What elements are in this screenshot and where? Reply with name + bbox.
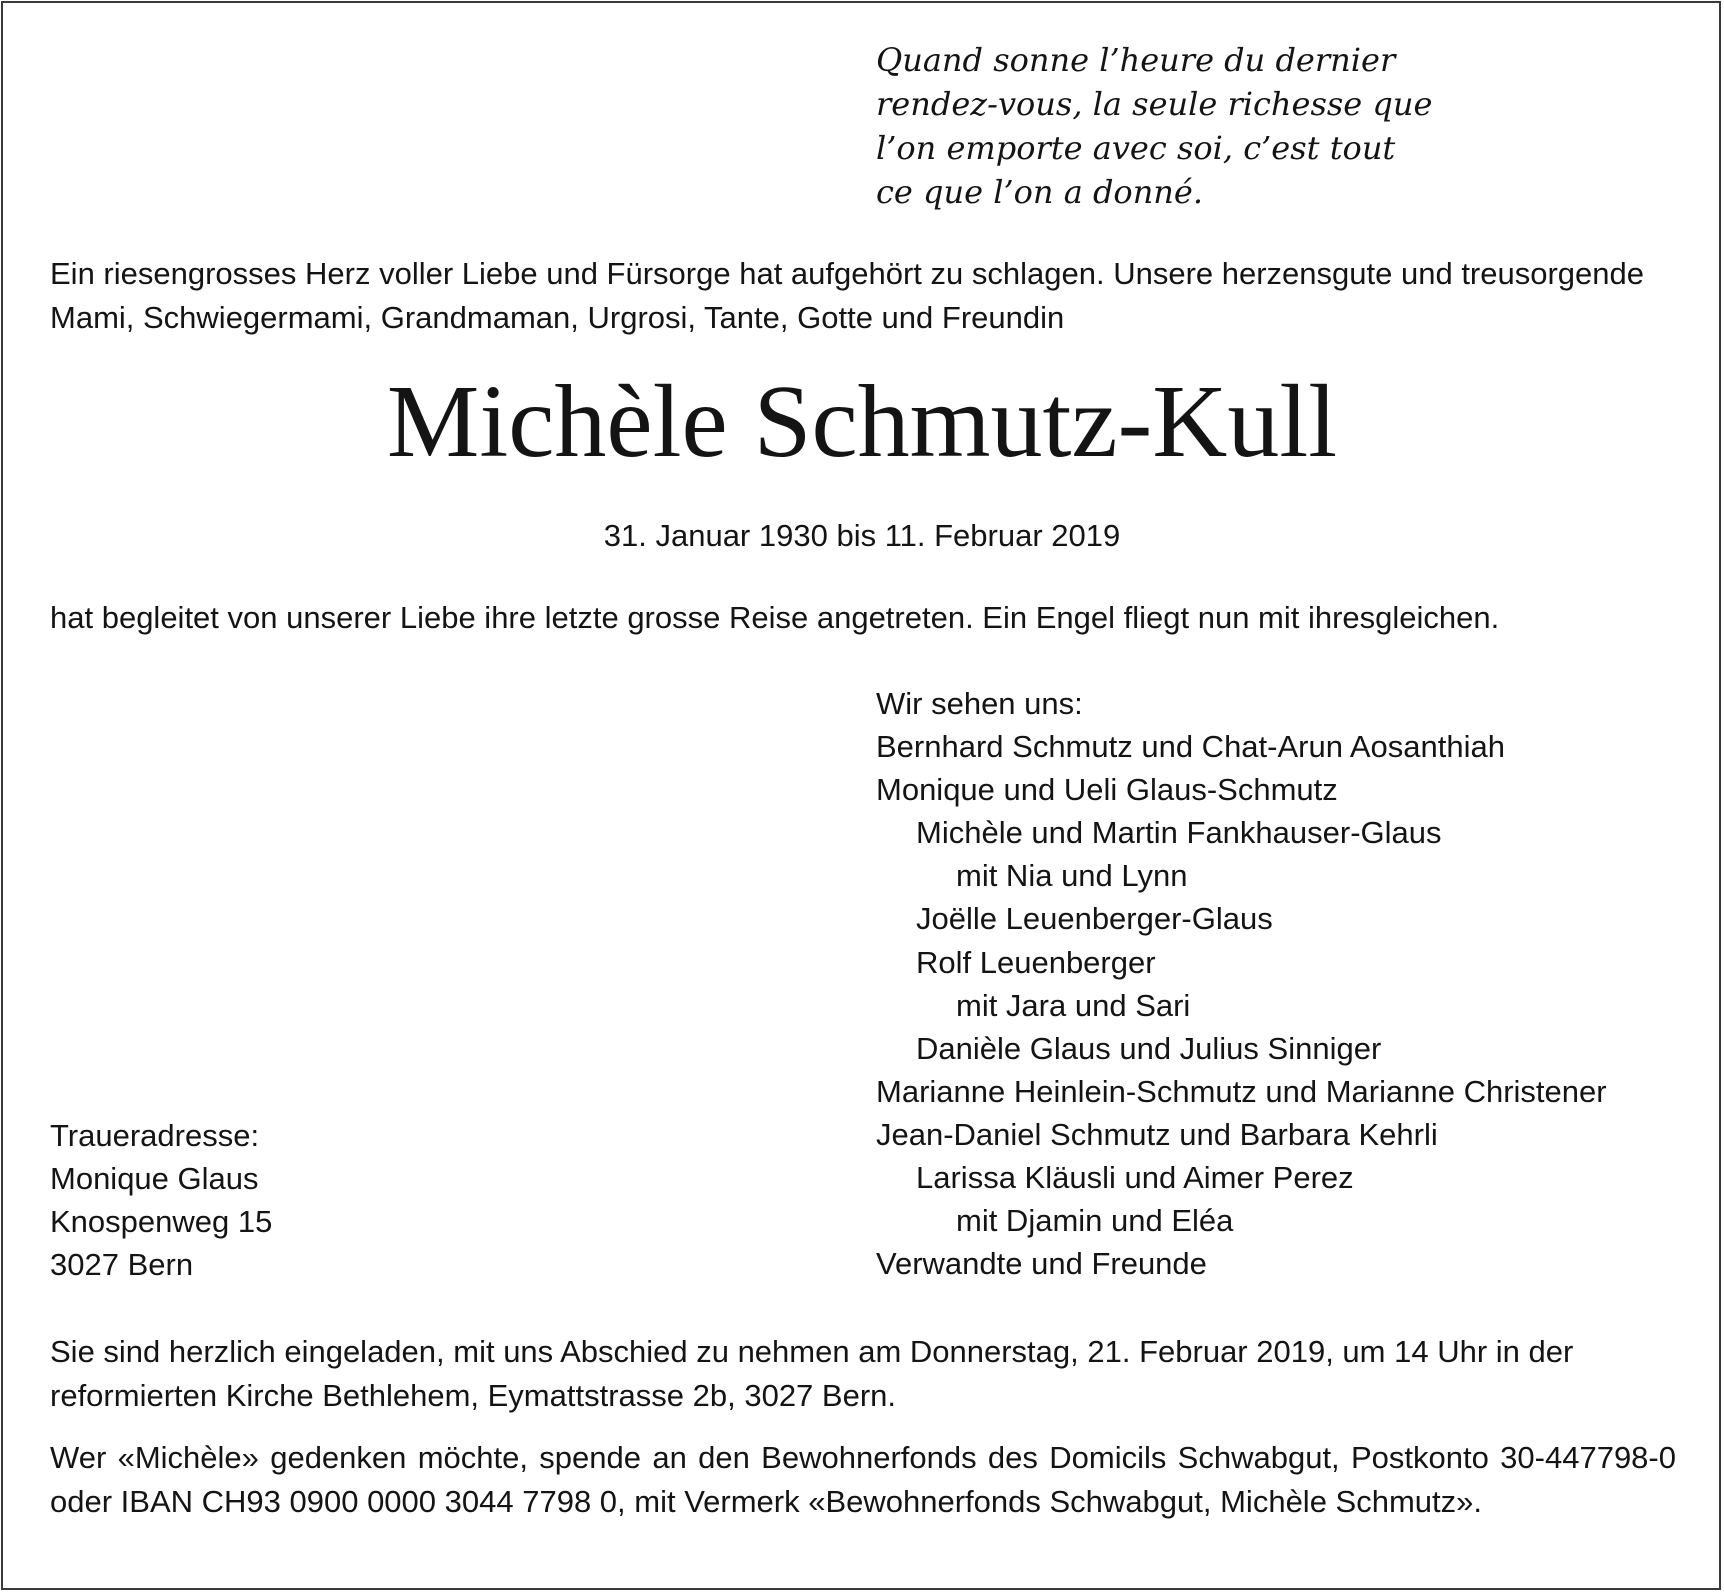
intro-paragraph: Ein riesengrosses Herz voller Liebe und Fürsorge hat aufgehört zu schlagen. Unsere herzensgute und treusorgende Mami, Schwiegermami, Grandmaman, Urgrosi, Tante, Gotte und Freundin xyxy=(50,256,1645,335)
mourner-line: mit Djamin und Eléa xyxy=(956,1203,1234,1239)
mourner-line: Larissa Kläusli und Aimer Perez xyxy=(916,1160,1354,1196)
mourner-line: Bernhard Schmutz und Chat-Arun Aosanthiah xyxy=(876,729,1505,765)
quote-line: rendez-vous, la seule richesse que xyxy=(876,85,1433,123)
life-dates: 31. Januar 1930 bis 11. Februar 2019 xyxy=(603,518,1121,553)
invitation-paragraph: Sie sind herzlich eingeladen, mit uns Abschied zu nehmen am Donnerstag, 21. Februar 2019, um 14 Uhr in der reformierten Kirche Bethlehem, Eymattstrasse 2b, 3027 Bern. xyxy=(50,1334,1574,1413)
mourner-line: Monique und Ueli Glaus-Schmutz xyxy=(876,772,1338,808)
mourner-line: mit Nia und Lynn xyxy=(956,858,1188,894)
journey-paragraph: hat begleitet von unserer Liebe ihre letzte grosse Reise angetreten. Ein Engel fliegt nun mit ihresgleichen. xyxy=(50,600,1500,635)
epigraph-quote xyxy=(876,38,1432,214)
mourner-line: Rolf Leuenberger xyxy=(916,944,1156,980)
mourner-line: Verwandte und Freunde xyxy=(876,1246,1207,1282)
donation-paragraph: Wer «Michèle» gedenken möchte, spende an den Bewohnerfonds des Domicils Schwabgut, Postkonto 30-447798-0 oder IBAN CH93 0900 0000 3044 7798 0, mit Vermerk «Bewohnerfonds Schwabgut, Michèle Schmutz». xyxy=(50,1440,1676,1519)
mourner-line: Danièle Glaus und Julius Sinniger xyxy=(916,1030,1382,1066)
address-city: 3027 Bern xyxy=(50,1247,194,1282)
address-name: Monique Glaus xyxy=(50,1161,259,1196)
quote-line: Quand sonne l’heure du dernier xyxy=(876,41,1396,79)
mourner-line: Joëlle Leuenberger-Glaus xyxy=(916,901,1273,937)
address-street: Knospenweg 15 xyxy=(50,1204,273,1239)
mourner-line: Marianne Heinlein-Schmutz und Marianne Christener xyxy=(876,1073,1607,1109)
quote-line: l’on emporte avec soi, c’est tout xyxy=(876,129,1396,167)
deceased-name: Michèle Schmutz-Kull xyxy=(386,364,1338,479)
quote-line: ce que l’on a donné. xyxy=(876,173,1204,211)
mourner-line: Michèle und Martin Fankhauser-Glaus xyxy=(916,815,1442,851)
mourners-list xyxy=(876,682,1607,1285)
mourning-address xyxy=(50,1114,272,1286)
mourner-line: mit Jara und Sari xyxy=(956,987,1191,1023)
mourner-line: Jean-Daniel Schmutz und Barbara Kehrli xyxy=(876,1116,1438,1152)
mourners-heading: Wir sehen uns: xyxy=(876,686,1083,721)
address-label: Traueradresse: xyxy=(50,1118,260,1153)
